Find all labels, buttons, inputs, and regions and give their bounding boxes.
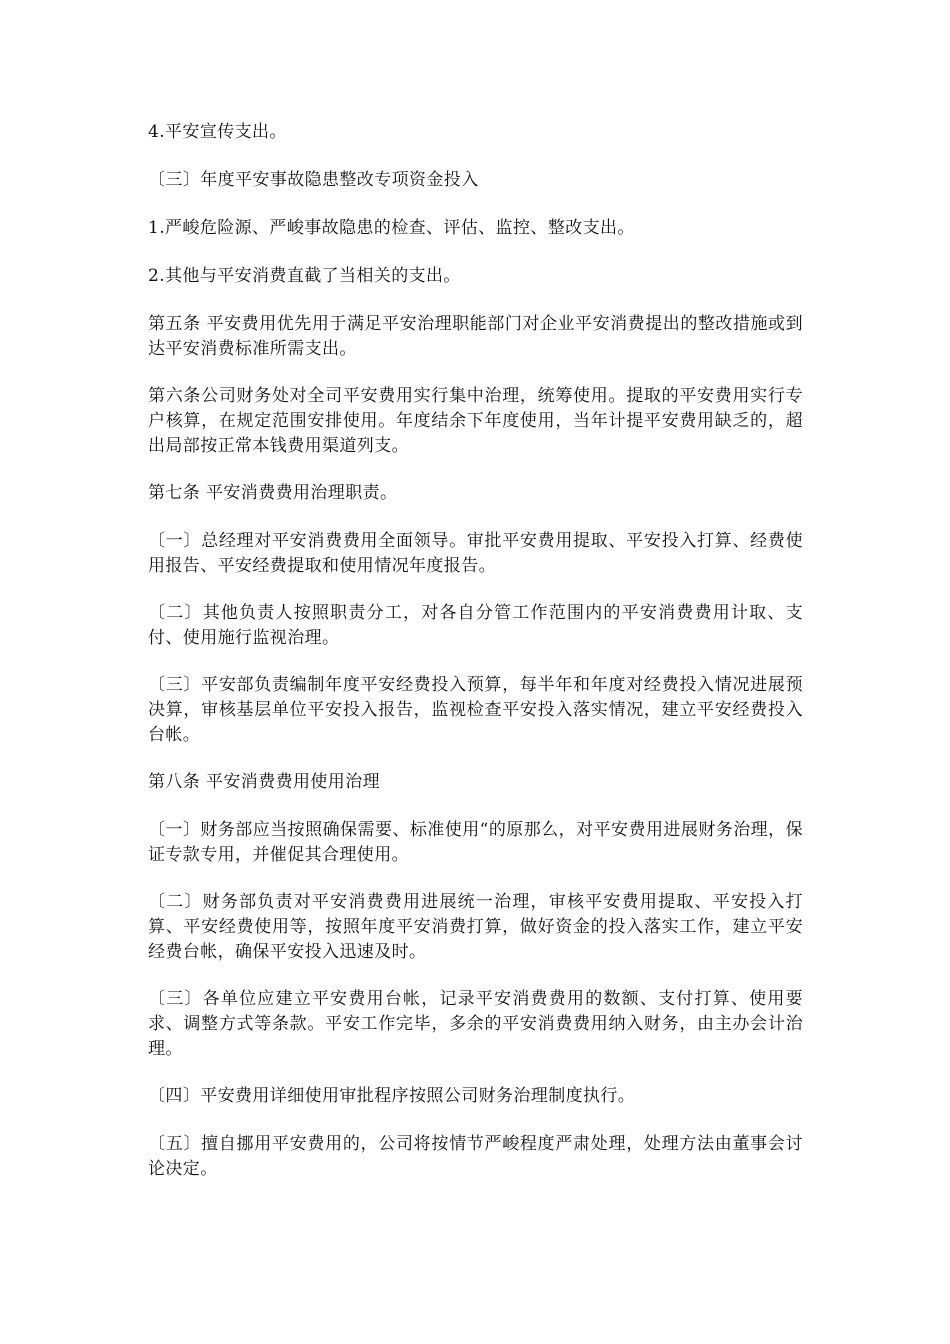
paragraph-article-8-item-1: 〔一〕财务部应当按照确保需要、标准使用“的原那么，对平安费用进展财务治理，保证专款专用，并催促其合理使用。: [148, 820, 803, 865]
paragraph-other-expense: 2.其他与平安消费直截了当相关的支出。: [148, 266, 461, 286]
paragraph-hazard-inspection: 1.严峻危险源、严峻事故隐患的检查、评估、监控、整改支出。: [148, 218, 635, 238]
paragraph-article-7-item-3: 〔三〕平安部负责编制年度平安经费投入预算，每半年和年度对经费投入情况进展预决算，审核基层单位平安投入报告，监视检查平安投入落实情况，建立平安经费投入台帐。: [148, 675, 803, 745]
paragraph-hazard-fund-heading: 〔三〕年度平安事故隐患整改专项资金投入: [148, 170, 479, 190]
paragraph-article-7-item-1: 〔一〕总经理对平安消费费用全面领导。审批平安费用提取、平安投入打算、经费使用报告、平安经费提取和使用情况年度报告。: [148, 531, 803, 576]
paragraph-article-8-item-2: 〔二〕财务部负责对平安消费费用进展统一治理，审核平安费用提取、平安投入打算、平安经费使用等，按照年度平安消费打算，做好资金的投入落实工作，建立平安经费台帐，确保平安投入迅速及时。: [148, 892, 803, 962]
paragraph-publicity-expense: 4.平安宣传支出。: [148, 122, 287, 142]
paragraph-article-8-item-5: 〔五〕擅自挪用平安费用的，公司将按情节严峻程度严肃处理，处理方法由董事会讨论决定。: [148, 1134, 803, 1179]
paragraph-article-7-heading: 第七条 平安消费费用治理职责。: [148, 483, 398, 503]
paragraph-article-5: 第五条 平安费用优先用于满足平安治理职能部门对企业平安消费提出的整改措施或到达平安消费标准所需支出。: [148, 314, 803, 359]
paragraph-article-8-heading: 第八条 平安消费费用使用治理: [148, 772, 381, 792]
paragraph-article-6: 第六条公司财务处对全司平安费用实行集中治理，统筹使用。提取的平安费用实行专户核算，在规定范围安排使用。年度结余下年度使用，当年计提平安费用缺乏的，超出局部按正常本钱费用渠道列支。: [148, 386, 803, 456]
document-page: [148, 120, 803, 1204]
paragraph-article-8-item-4: 〔四〕平安费用详细使用审批程序按照公司财务治理制度执行。: [148, 1086, 636, 1106]
paragraph-article-7-item-2: 〔二〕其他负责人按照职责分工，对各自分管工作范围内的平安消费费用计取、支付、使用施行监视治理。: [148, 603, 803, 648]
paragraph-article-8-item-3: 〔三〕各单位应建立平安费用台帐，记录平安消费费用的数额、支付打算、使用要求、调整方式等条款。平安工作完毕，多余的平安消费费用纳入财务，由主办会计治理。: [148, 989, 803, 1059]
